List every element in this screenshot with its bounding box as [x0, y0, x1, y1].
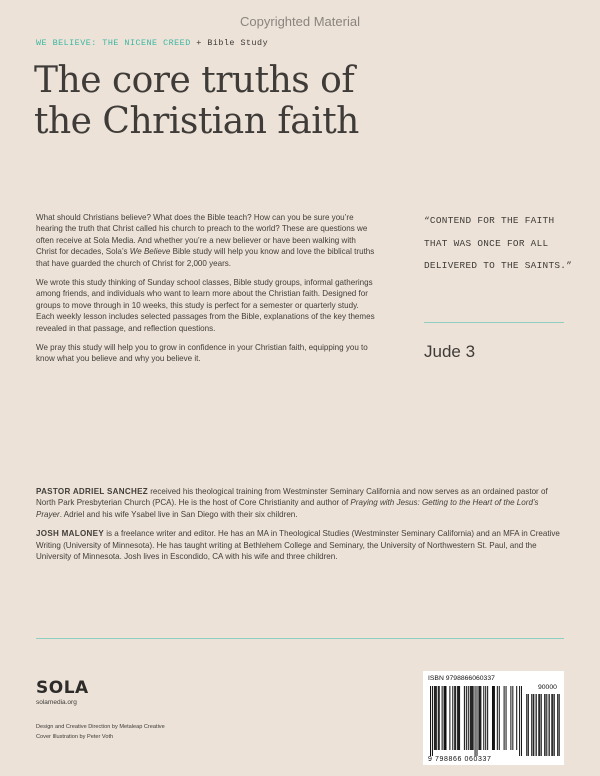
- barcode-bar: [454, 686, 455, 750]
- barcode-bar: [442, 686, 443, 750]
- addon-bar: [559, 694, 560, 756]
- barcode-bar: [493, 686, 494, 750]
- ean-digits: 9 798866 060337: [428, 756, 492, 763]
- barcode-bar: [479, 686, 480, 750]
- addon-bar: [528, 694, 529, 756]
- series-separator: +: [196, 38, 202, 48]
- price-addon-barcode: [526, 694, 560, 756]
- barcode-bar: [470, 686, 471, 750]
- barcode-bar: [506, 686, 507, 750]
- barcode-bar: [504, 686, 505, 750]
- addon-bar: [526, 694, 527, 756]
- description-paragraph-3: We pray this study will help you to grow in confidence in your Christian faith, equipping you to know what you believe and why you believe it.: [36, 343, 368, 364]
- series-subtitle: Bible Study: [207, 38, 269, 48]
- addon-bar: [539, 694, 540, 756]
- copyright-watermark: Copyrighted Material: [240, 14, 360, 29]
- price-code: 90000: [538, 684, 557, 691]
- barcode-bar: [438, 686, 439, 750]
- barcode-bar: [455, 686, 456, 750]
- addon-bar: [548, 694, 549, 756]
- barcode-bar: [497, 686, 498, 750]
- author-bio-text: is a freelance writer and editor. He has an MA in Theological Studies (Westminster Seminary California) and an MFA in Creative Writing (University of Minnesota). He has taught writing at Bethlehem College and Seminary, the University of Northwestern St. Paul, and the University of Minnesota. Josh lives in Escondido, CA with his wife and three children.: [36, 529, 560, 562]
- description: [36, 212, 376, 373]
- quote-divider: [424, 322, 564, 323]
- author-name: JOSH MALONEY: [36, 529, 104, 539]
- addon-bar: [535, 694, 536, 756]
- addon-bar: [533, 694, 534, 756]
- scripture-reference: Jude 3: [424, 342, 476, 361]
- barcode-bar: [475, 686, 476, 756]
- section-divider: [36, 638, 564, 639]
- barcode-bar: [452, 686, 453, 750]
- addon-bar: [551, 694, 552, 756]
- addon-bar: [527, 694, 528, 756]
- author-bio-1: [36, 486, 566, 520]
- barcode-bar: [494, 686, 495, 750]
- description-text: What should Christians believe? What does the Bible teach? How can you be sure you’re hearing the truth that Christ called his church to preach to the world? These are questions we often receive at Sola Media. And whether you’re a new believer or have been walking with Christ for decades, Sola’s: [36, 213, 368, 257]
- series-label: [36, 38, 268, 48]
- barcode-bar: [472, 686, 473, 750]
- barcode-bar: [476, 686, 477, 756]
- description-paragraph-1: [36, 212, 376, 269]
- barcode-bar: [436, 686, 437, 750]
- book-title-italic: Praying with Jesus: Getting to the Heart of the Lord’s Prayer: [36, 498, 539, 519]
- barcode-bar: [435, 686, 436, 750]
- barcode-bar: [487, 686, 488, 750]
- addon-bar: [545, 694, 546, 756]
- barcode-bar: [432, 686, 433, 756]
- credits: [36, 722, 165, 742]
- addon-bar: [549, 694, 550, 756]
- addon-bar: [544, 694, 545, 756]
- addon-bar: [531, 694, 532, 756]
- addon-bar: [533, 694, 534, 756]
- author-bio-2: [36, 528, 566, 562]
- description-text: Bible study will help you know and love the biblical truths that have guarded the church of Christ for 2,000 years.: [36, 247, 375, 268]
- barcode-bar: [457, 686, 458, 750]
- barcode-bar: [449, 686, 450, 750]
- barcode-bar: [471, 686, 472, 750]
- addon-bar: [546, 694, 547, 756]
- publisher-logo: SOLA: [36, 678, 89, 698]
- barcode-bar: [473, 686, 474, 750]
- scripture-quote: “CONTEND FOR THE FAITH THAT WAS ONCE FOR ALL DELIVERED TO THE SAINTS.”: [424, 215, 573, 271]
- addon-bar: [557, 694, 558, 756]
- addon-bar: [558, 694, 559, 756]
- isbn-barcode: [430, 686, 522, 756]
- addon-bar: [540, 694, 541, 756]
- barcode-bar: [466, 686, 467, 750]
- publisher-url: solamedia.org: [36, 699, 77, 706]
- barcode-bar: [521, 686, 522, 756]
- barcode-bar: [478, 686, 479, 750]
- barcode-bar: [445, 686, 446, 750]
- author-name: PASTOR ADRIEL SANCHEZ: [36, 487, 148, 496]
- addon-bar: [553, 694, 554, 756]
- barcode-bar: [468, 686, 469, 750]
- barcode-bar: [464, 686, 465, 750]
- barcode-bar: [512, 686, 513, 750]
- barcode-bar: [483, 686, 484, 750]
- barcode-bar: [439, 686, 440, 750]
- barcode-bar: [444, 686, 445, 750]
- addon-bar: [554, 694, 555, 756]
- barcode-bar: [510, 686, 511, 750]
- series-title: WE BELIEVE: THE NICENE CREED: [36, 38, 191, 48]
- isbn-label: ISBN 9798866060337: [428, 675, 495, 682]
- credit-illustration: Cover Illustration by Peter Voth: [36, 734, 114, 740]
- author-bios: [36, 486, 566, 570]
- barcode-bar: [445, 686, 446, 750]
- barcode-bar: [434, 686, 435, 750]
- addon-bar: [538, 694, 539, 756]
- author-bio-text: received his theological training from Westminster Seminary California and now serves as an ordained pastor of North Park Presbyterian Church (PCA). He is the host of Core Christianity and author of: [36, 487, 548, 508]
- barcode-bar: [430, 686, 431, 756]
- barcode-bar: [480, 686, 481, 750]
- barcode-bar: [459, 686, 460, 750]
- author-bio-text: . Adriel and his wife Ysabel live in San Diego with their six children.: [59, 509, 298, 519]
- study-title-italic: We Believe: [129, 247, 171, 257]
- barcode-bar: [485, 686, 486, 750]
- barcode-bar: [519, 686, 520, 756]
- barcode-bar: [499, 686, 500, 750]
- headline: The core truths of the Christian faith: [34, 60, 359, 142]
- barcode-bar: [492, 686, 493, 750]
- addon-bar: [541, 694, 542, 756]
- description-paragraph-2: We wrote this study thinking of Sunday school classes, Bible study groups, informal gatherings among friends, and individuals who want to learn more about the Christian faith. Designed for groups to move through in 10 weeks, this study is perfect for a semester or quarterly study. Each weekly lesson includes selected passages from the Bible, explanations of the key themes revealed in that passage, and reflection questions.: [36, 278, 375, 333]
- barcode-bar: [516, 686, 517, 750]
- barcode-bar: [458, 686, 459, 750]
- addon-bar: [552, 694, 553, 756]
- addon-bar: [536, 694, 537, 756]
- credit-design: Design and Creative Direction by Metaleap Creative: [36, 724, 165, 730]
